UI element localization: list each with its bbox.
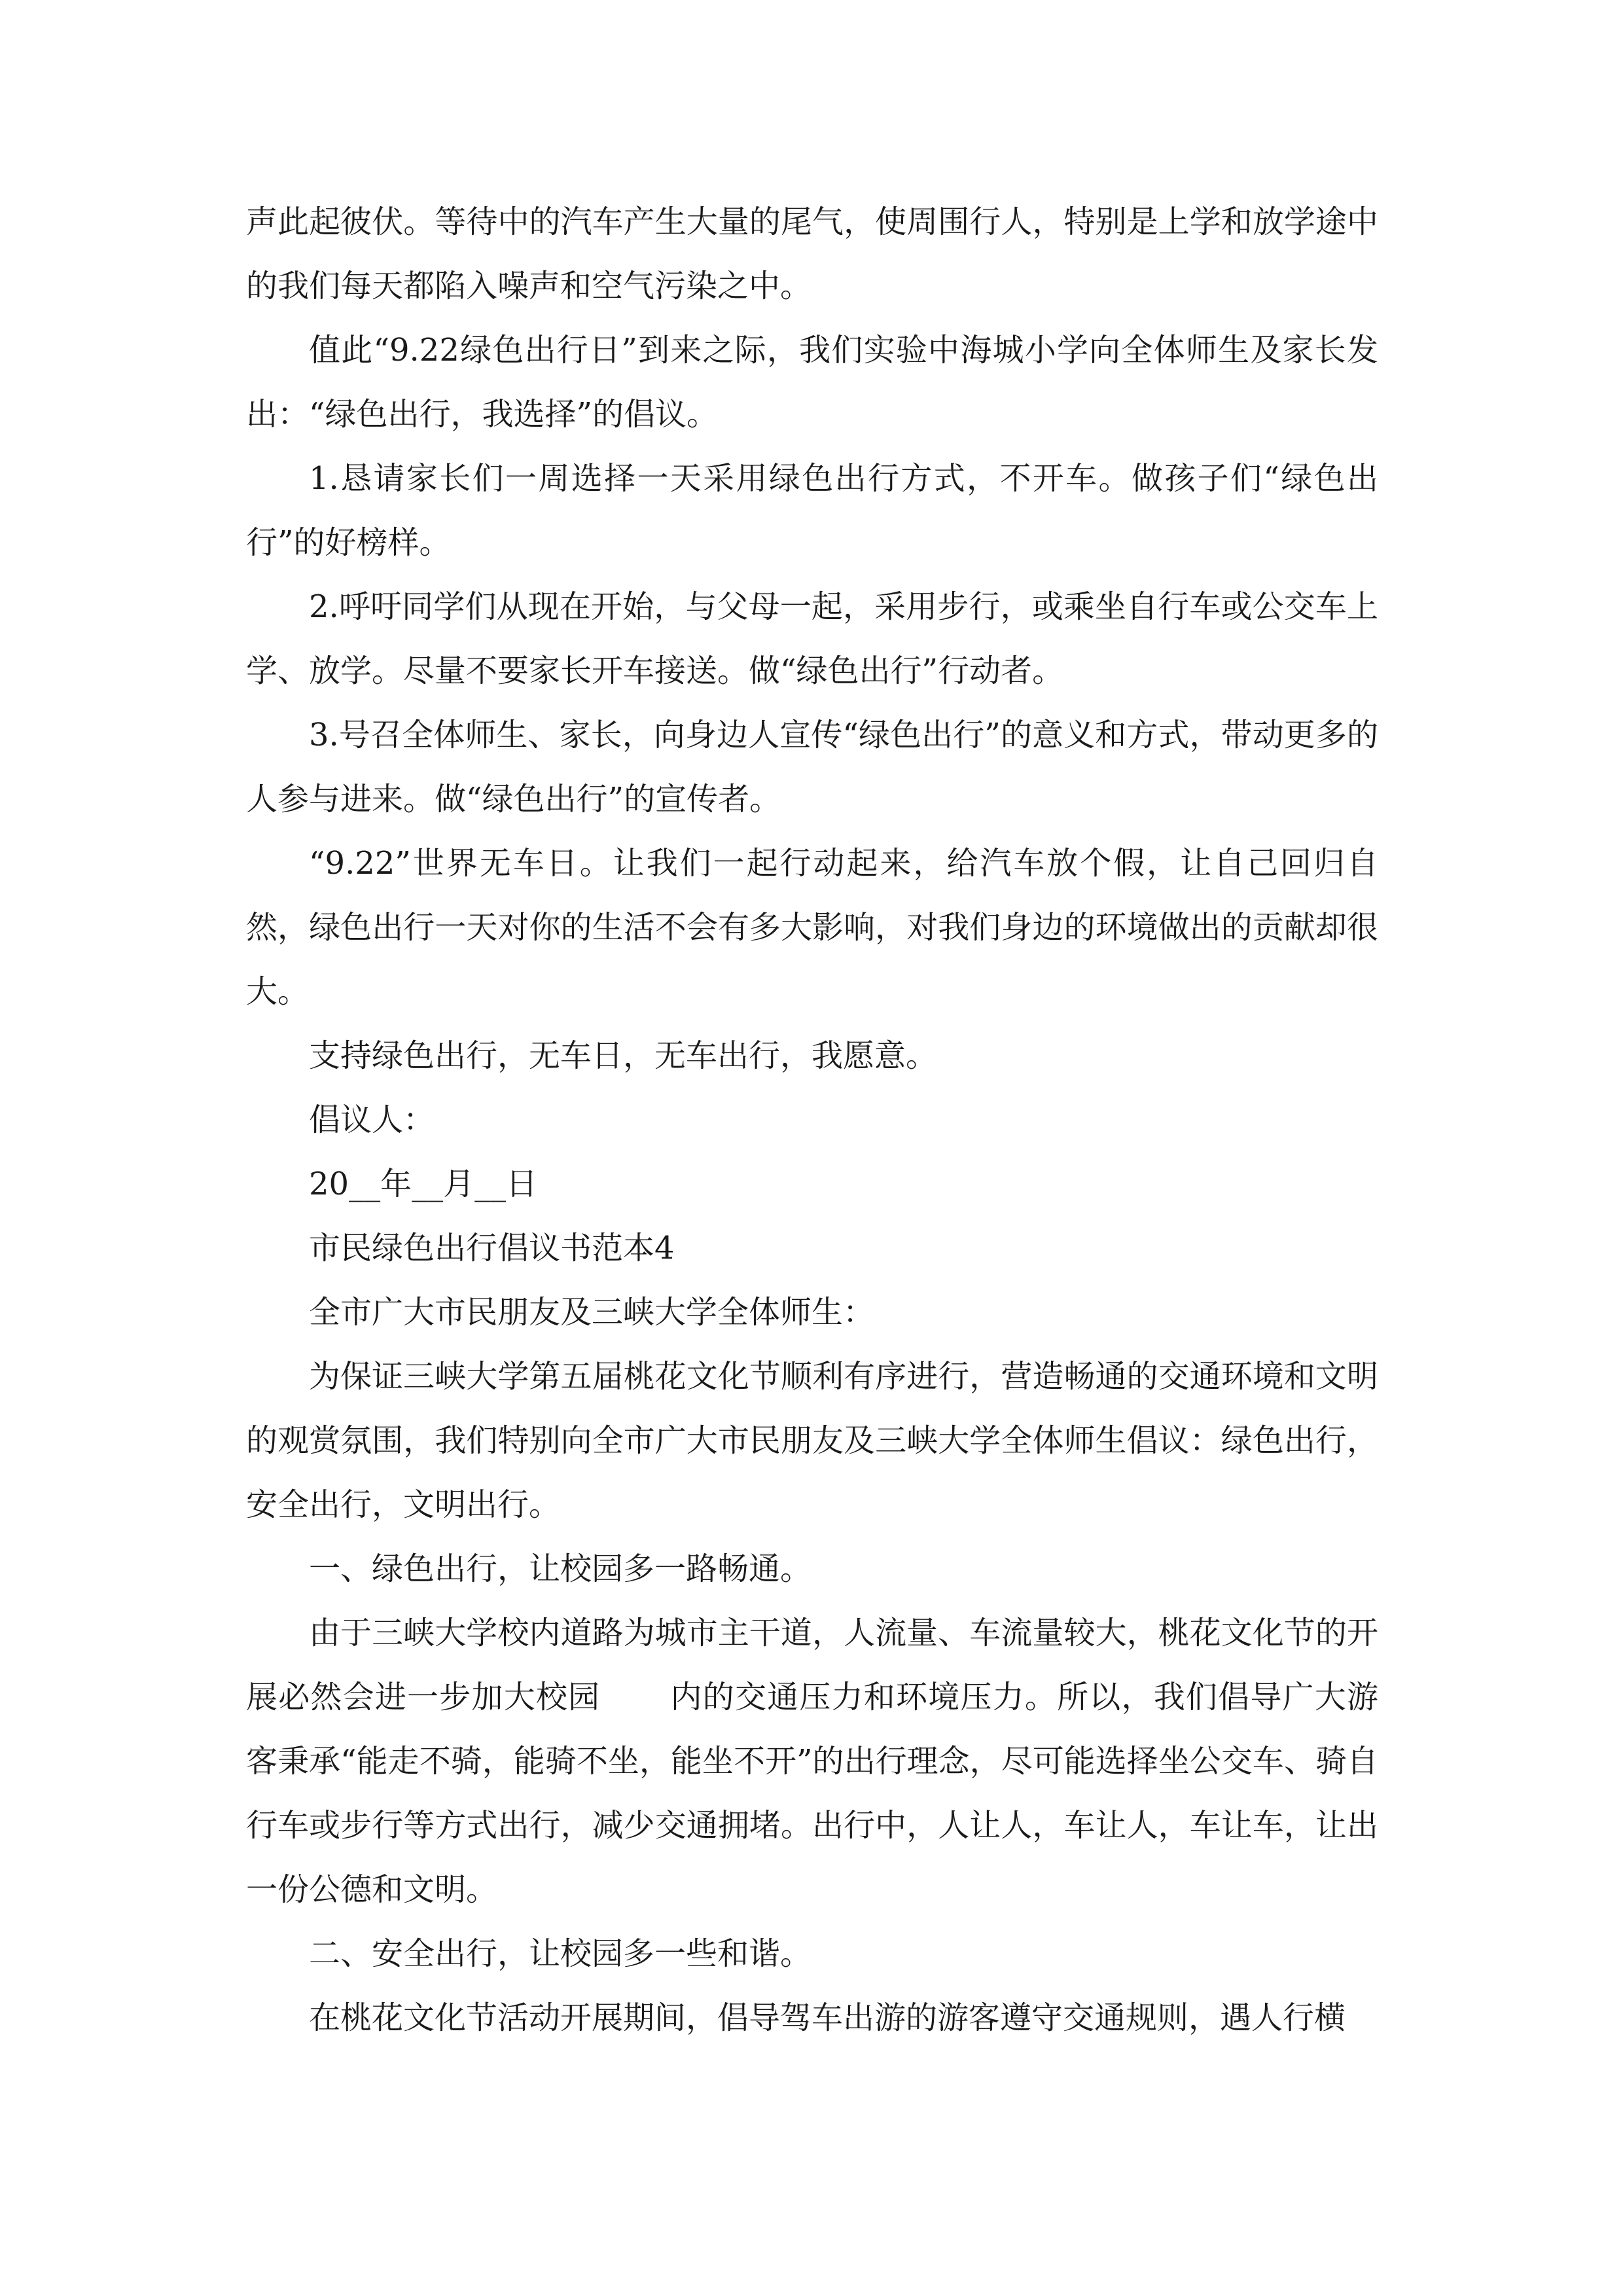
paragraph-14 bbox=[246, 1601, 1378, 1922]
paragraph-6: “9.22”世界无车日。让我们一起行动起来，给汽车放个假，让自己回归自然，绿色出行一天对你的生活不会有多大影响，对我们身边的环境做出的贡献却很大。 bbox=[246, 845, 1378, 1010]
paragraph-2: 值此“9.22绿色出行日”到来之际，我们实验中海城小学向全体师生及家长发出：“绿色出行，我选择”的倡议。 bbox=[246, 332, 1378, 433]
paragraph-16: 在桃花文化节活动开展期间，倡导驾车出游的游客遵守交通规则，遇人行横 bbox=[309, 2000, 1346, 2036]
proposer-label: 倡议人： bbox=[309, 1102, 435, 1138]
paragraph-5: 3.号召全体师生、家长，向身边人宣传“绿色出行”的意义和方式，带动更多的人参与进来。做“绿色出行”的宣传者。 bbox=[246, 717, 1378, 817]
paragraph-3: 1.恳请家长们一周选择一天采用绿色出行方式，不开车。做孩子们“绿色出行”的好榜样。 bbox=[246, 460, 1378, 561]
paragraph-7: 支持绿色出行，无车日，无车出行，我愿意。 bbox=[309, 1037, 938, 1074]
heading-safe-travel: 二、安全出行，让校园多一些和谐。 bbox=[309, 1935, 812, 1972]
paragraph-12: 为保证三峡大学第五届桃花文化节顺利有序进行，营造畅通的交通环境和文明的观赏氛围，我们特别向全市广大市民朋友及三峡大学全体师生倡议：绿色出行，安全出行，文明出行。 bbox=[246, 1358, 1378, 1523]
salutation: 全市广大市民朋友及三峡大学全体师生： bbox=[309, 1294, 875, 1331]
section-title: 市民绿色出行倡议书范本4 bbox=[309, 1230, 675, 1266]
paragraph-4: 2.呼吁同学们从现在开始，与父母一起，采用步行，或乘坐自行车或公交车上学、放学。尽量不要家长开车接送。做“绿色出行”行动者。 bbox=[246, 588, 1378, 689]
paragraph-14-part-2: 内的交通压力和环境压力。所以，我们倡导广大游客秉承“能走不骑，能骑不坐，能坐不开”的出行理念，尽可能选择坐公交车、骑自行车或步行等方式出行，减少交通拥堵。出行中，人让人，车让人，车让车，让出一份公德和文明。 bbox=[246, 1679, 1378, 1908]
document-body bbox=[246, 190, 1378, 2050]
date-line: 20__年__月__日 bbox=[309, 1166, 538, 1202]
paragraph-14-part-1: 由于三峡大学校内道路为城市主干道，人流量、车流量较大，桃花文化节的开展必然会进一步加大校园 bbox=[246, 1615, 1378, 1715]
paragraph-1: 声此起彼伏。等待中的汽车产生大量的尾气，使周围行人，特别是上学和放学途中的我们每天都陷入噪声和空气污染之中。 bbox=[246, 204, 1378, 304]
heading-green-travel: 一、绿色出行，让校园多一路畅通。 bbox=[309, 1551, 812, 1587]
